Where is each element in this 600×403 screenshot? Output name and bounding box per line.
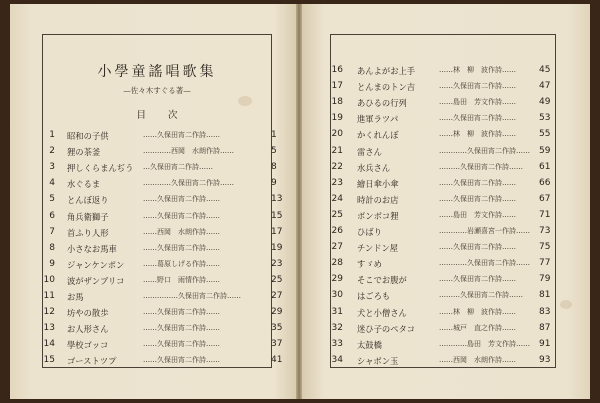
toc-entry-page: 47 bbox=[539, 81, 551, 92]
toc-entry-lyricist: ……久保田宵二作詩…… bbox=[143, 324, 220, 333]
toc-entry-page: 91 bbox=[539, 338, 551, 349]
toc-entry-number: 23 bbox=[331, 177, 343, 188]
toc-entry-title: そこでお腹が bbox=[357, 275, 407, 286]
toc-entry-lyricist: ……島田 芳文作詩…… bbox=[439, 98, 516, 107]
toc-entry-title: 水ぐるま bbox=[67, 179, 101, 190]
toc-entry-page: 83 bbox=[539, 306, 551, 317]
toc-entry-title: 犬と小僧さん bbox=[357, 307, 407, 318]
left-page-frame bbox=[42, 34, 283, 368]
toc-entry-title: はごろも bbox=[357, 291, 391, 302]
toc-entry-number: 34 bbox=[331, 354, 343, 365]
toc-entry-title: 水兵さん bbox=[357, 162, 391, 173]
toc-entry-number: 18 bbox=[331, 97, 343, 108]
toc-entry-lyricist: ……久保田宵二作詩…… bbox=[143, 211, 220, 220]
toc-entry-lyricist: ……久保田宵二作詩…… bbox=[439, 275, 516, 284]
toc-entry-lyricist: ……久保田宵二作詩…… bbox=[439, 178, 516, 187]
toc-entry-number: 30 bbox=[331, 290, 343, 301]
toc-entry-page: 67 bbox=[539, 193, 551, 204]
toc-entry-page: 71 bbox=[539, 209, 551, 220]
toc-entry-lyricist: ……西岡 水朗作詩…… bbox=[143, 227, 220, 236]
toc-entry-lyricist: ……久保田宵二作詩…… bbox=[143, 243, 220, 252]
toc-entry-number: 24 bbox=[331, 193, 343, 204]
toc-entry-page: 1 bbox=[271, 130, 277, 140]
toc-entry-number: 16 bbox=[331, 65, 343, 75]
toc-entry-lyricist: ……久保田宵二作詩…… bbox=[143, 195, 220, 204]
toc-entry-title: 太鼓橋 bbox=[357, 339, 382, 350]
toc-entry-number: 29 bbox=[331, 274, 343, 285]
toc-entry-page: 13 bbox=[271, 194, 283, 205]
toc-entry-lyricist: ……久保田宵二作詩…… bbox=[439, 82, 516, 91]
toc-entry-lyricist: …………西岡 水朗作詩…… bbox=[143, 147, 234, 156]
toc-entry-page: 81 bbox=[539, 290, 551, 301]
toc-entry-lyricist: ……久保田宵二作詩…… bbox=[439, 243, 516, 252]
toc-entry-page: 35 bbox=[271, 323, 283, 334]
toc-entry-title: お馬 bbox=[67, 292, 84, 302]
toc-entry-number: 19 bbox=[331, 113, 343, 124]
toc-entry-title: あひるの行列 bbox=[357, 98, 407, 109]
toc-entry-number: 26 bbox=[331, 226, 343, 236]
toc-entry-page: 79 bbox=[539, 274, 551, 285]
toc-entry-title: 昭和の子供 bbox=[67, 131, 109, 141]
toc-entry-title: 進軍ラツパ bbox=[357, 114, 399, 125]
toc-entry-page: 37 bbox=[271, 339, 283, 350]
toc-entry-title: 小さなお馬車 bbox=[67, 243, 117, 254]
toc-entry-page: 53 bbox=[539, 113, 551, 124]
toc-entry-title: 角兵衛獅子 bbox=[67, 211, 109, 222]
toc-entry-number: 33 bbox=[331, 338, 343, 349]
toc-entry-number: 12 bbox=[43, 307, 55, 318]
contents-heading: 目次 bbox=[136, 110, 200, 121]
toc-entry-title: 繪日傘小傘 bbox=[357, 178, 399, 189]
toc-entry-number: 22 bbox=[331, 161, 343, 172]
toc-entry-lyricist: ……林 柳 波作詩…… bbox=[439, 130, 516, 139]
toc-entry-number: 25 bbox=[331, 209, 343, 220]
toc-entry-page: 87 bbox=[539, 322, 551, 333]
toc-entry-number: 6 bbox=[49, 210, 55, 221]
toc-entry-title: とんまのトン吉 bbox=[357, 82, 416, 93]
toc-entry-title: チンドン屋 bbox=[357, 243, 399, 254]
toc-entry-lyricist: ………久保田宵二作詩…… bbox=[439, 291, 523, 300]
toc-entry-lyricist: ……久保田宵二作詩…… bbox=[143, 356, 220, 365]
toc-entry-page: 27 bbox=[271, 291, 283, 301]
toc-entry-page: 29 bbox=[271, 307, 283, 318]
toc-entry-page: 19 bbox=[271, 242, 283, 253]
toc-entry-number: 20 bbox=[331, 129, 343, 140]
toc-entry-title: ボンボコ狸 bbox=[357, 210, 399, 221]
toc-entry-title: かくれんぼ bbox=[357, 130, 399, 141]
toc-entry-number: 21 bbox=[331, 145, 343, 156]
toc-entry-title: お人形さん bbox=[67, 324, 109, 335]
toc-entry-page: 93 bbox=[539, 354, 551, 365]
toc-entry-lyricist: ……久保田宵二作詩…… bbox=[143, 131, 220, 139]
toc-entry-lyricist: ……島田 芳文作詩…… bbox=[439, 210, 516, 219]
toc-entry-title: 波がザンブリコ bbox=[67, 275, 125, 286]
toc-entry-lyricist: …久保田宵二作詩…… bbox=[143, 163, 213, 172]
toc-entry-lyricist: ……久保田宵二作詩…… bbox=[439, 114, 516, 123]
toc-entry-title: とんぼ返り bbox=[67, 195, 109, 206]
toc-entry-number: 28 bbox=[331, 258, 343, 269]
toc-entry-title: 學校ゴッコ bbox=[67, 340, 109, 351]
book-author: —佐々木すぐる著— bbox=[123, 86, 191, 95]
toc-entry-page: 25 bbox=[271, 274, 283, 285]
right-page-frame bbox=[330, 34, 556, 368]
toc-entry-lyricist: ……久保田宵二作詩…… bbox=[143, 308, 220, 317]
toc-entry-number: 1 bbox=[49, 130, 55, 140]
toc-entry-number: 9 bbox=[49, 258, 55, 269]
toc-entry-lyricist: ……葛原しげる作詩…… bbox=[143, 259, 220, 268]
toc-entry-page: 59 bbox=[539, 145, 551, 156]
toc-entry-page: 41 bbox=[271, 355, 283, 366]
toc-entry-lyricist: ……林 柳 波作詩…… bbox=[439, 307, 516, 316]
toc-entry-title: あんよがお上手 bbox=[357, 66, 416, 76]
toc-entry-lyricist: ……野口 雨情作詩…… bbox=[143, 275, 220, 284]
toc-entry-number: 7 bbox=[49, 226, 55, 237]
toc-entry-number: 8 bbox=[49, 242, 55, 253]
toc-entry-number: 5 bbox=[49, 194, 55, 205]
toc-entry-lyricist: …………久保田宵二作詩…… bbox=[143, 179, 234, 188]
toc-entry-title: 狸の茶釜 bbox=[67, 147, 101, 158]
toc-entry-number: 4 bbox=[49, 178, 55, 189]
toc-entry-number: 15 bbox=[43, 355, 55, 366]
toc-entry-number: 11 bbox=[43, 291, 55, 301]
toc-entry-number: 31 bbox=[331, 306, 343, 317]
toc-entry-page: 9 bbox=[271, 178, 277, 189]
toc-entry-page: 66 bbox=[539, 177, 551, 188]
toc-entry-lyricist: ……久保田宵二作詩…… bbox=[439, 194, 516, 203]
toc-entry-lyricist: …………久保田宵二作詩…… bbox=[439, 146, 530, 155]
toc-entry-lyricist: ……城戸 直之作詩…… bbox=[439, 323, 516, 332]
toc-entry-number: 3 bbox=[49, 162, 55, 173]
toc-entry-title: ゴーストツプ bbox=[67, 356, 117, 367]
toc-entry-lyricist: ………久保田宵二作詩…… bbox=[439, 162, 523, 171]
toc-entry-page: 77 bbox=[539, 258, 551, 269]
toc-entry-number: 13 bbox=[43, 323, 55, 334]
toc-entry-title: ひばり bbox=[357, 227, 382, 237]
toc-entry-lyricist: …………久保田宵二作詩…… bbox=[439, 259, 530, 268]
toc-entry-title: 時計のお店 bbox=[357, 194, 399, 205]
toc-entry-number: 32 bbox=[331, 322, 343, 333]
toc-entry-lyricist: ……林 柳 波作詩…… bbox=[439, 66, 516, 74]
toc-entry-number: 17 bbox=[331, 81, 343, 92]
toc-entry-page: 17 bbox=[271, 226, 283, 237]
toc-entry-number: 27 bbox=[331, 242, 343, 253]
toc-entry-title: シャボン玉 bbox=[357, 355, 399, 366]
toc-entry-page: 45 bbox=[539, 65, 551, 75]
toc-entry-title: 雷さん bbox=[357, 146, 382, 157]
toc-entry-page: 5 bbox=[271, 146, 277, 157]
toc-entry-title: 首ふり人形 bbox=[67, 227, 109, 238]
toc-entry-lyricist: ……………久保田宵二作詩…… bbox=[143, 292, 241, 300]
book-title: 小學童謠唱歌集 bbox=[97, 64, 217, 80]
toc-entry-lyricist: …………島田 芳文作詩…… bbox=[439, 339, 530, 348]
toc-entry-title: すゞめ bbox=[357, 259, 382, 270]
toc-entry-page: 55 bbox=[539, 129, 551, 140]
toc-entry-title: ジャンケンポン bbox=[67, 259, 125, 270]
toc-entry-number: 2 bbox=[49, 146, 55, 157]
toc-entry-lyricist: ……西岡 水朗作詩…… bbox=[439, 355, 516, 364]
toc-entry-page: 75 bbox=[539, 242, 551, 253]
toc-entry-page: 23 bbox=[271, 258, 283, 269]
toc-entry-lyricist: ……久保田宵二作詩…… bbox=[143, 340, 220, 349]
toc-entry-lyricist: …………岩瀬喜宮一作詩…… bbox=[439, 227, 530, 235]
toc-entry-page: 8 bbox=[271, 162, 277, 173]
toc-entry-page: 49 bbox=[539, 97, 551, 108]
toc-entry-title: 迷ひ子のペタコ bbox=[357, 323, 416, 334]
toc-entry-number: 10 bbox=[43, 274, 55, 285]
toc-entry-number: 14 bbox=[43, 339, 55, 350]
toc-entry-page: 15 bbox=[271, 210, 283, 221]
toc-entry-page: 73 bbox=[539, 226, 551, 236]
paper-stain bbox=[560, 300, 572, 309]
toc-entry-title: 押しくらまんぢう bbox=[67, 163, 134, 174]
toc-entry-title: 坊やの散歩 bbox=[67, 308, 109, 319]
toc-entry-page: 61 bbox=[539, 161, 551, 172]
